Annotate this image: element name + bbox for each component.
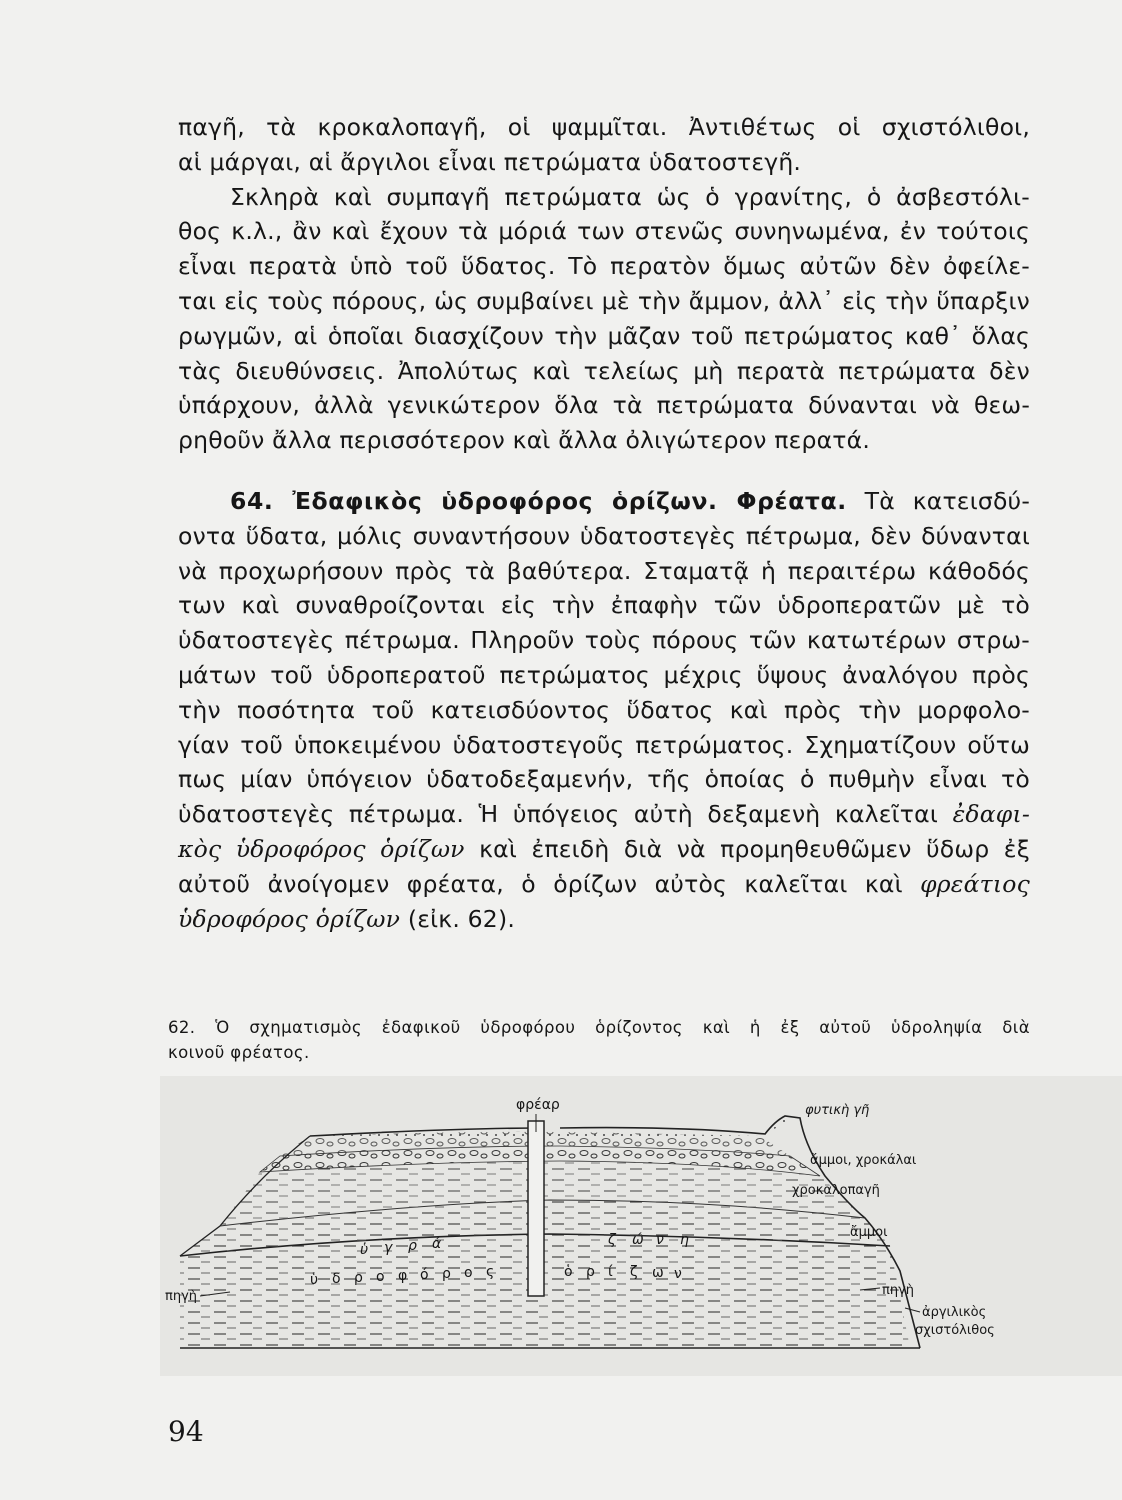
horizon-letter: ὁ	[564, 1264, 573, 1280]
text-fragment: καὶ ἐπειδὴ διὰ νὰ προμηθευθῶμεν ὕδωρ ἐξ	[479, 834, 1031, 863]
wet-zone-letter: ά	[432, 1236, 442, 1252]
text-line: πως μίαν ὑπόγειον ὑδατοδεξαμενήν, τῆς ὁποίας ὁ πυθμὴν εἶναι τὸ	[178, 765, 1030, 794]
section-first-line	[178, 484, 1030, 519]
caption-line: 62. Ὁ σχηματισμὸς ἐδαφικοῦ ὑδροφόρου ὁρίζοντος καὶ ἡ ἐξ αὐτοῦ ὑδροληψία διὰ	[168, 1018, 1030, 1037]
horizon-letter: ρ	[354, 1270, 363, 1286]
text-line	[178, 832, 1030, 867]
horizon-letter: ο	[376, 1269, 385, 1285]
text-fragment: ὑδατοστεγὲς πέτρωμα. Ἡ ὑπόγειος αὐτὴ δεξαμενὴ καλεῖται	[178, 800, 939, 829]
clay-layer	[180, 1234, 910, 1348]
horizon-letter: ω	[652, 1265, 664, 1281]
text-line: οντα ὕδατα, μόλις συναντήσουν ὑδατοστεγὲς πέτρωμα, δὲν δύνανται	[178, 521, 1030, 550]
horizon-letter: ό	[420, 1267, 429, 1283]
label-soil: φυτικὴ γῆ	[805, 1103, 870, 1118]
horizon-letter: ς	[486, 1264, 495, 1280]
text-fragment: (εἰκ. 62).	[407, 904, 515, 933]
horizon-letter: ρ	[586, 1264, 595, 1280]
text-fragment: Τὰ κατεισδύ-	[864, 486, 1030, 515]
text-line: εἶναι περατὰ ὑπὸ τοῦ ὕδατος. Τὸ περατὸν ὅμως αὐτῶν δὲν ὀφείλε-	[178, 252, 1030, 281]
horizon-letter: ζ	[630, 1264, 638, 1280]
wet-zone-letter: η	[680, 1232, 689, 1248]
horizon-letter: ρ	[442, 1266, 451, 1282]
text-line: παγῆ, τὰ κροκαλοπαγῆ, οἱ ψαμμῖται. Ἀντιθέτως οἱ σχιστόλιθοι,	[178, 113, 1030, 141]
label-well: φρέαρ	[516, 1097, 560, 1113]
text-line: των καὶ συναθροίζονται εἰς τὴν ἐπαφὴν τῶν ὑδροπερατῶν μὲ τὸ	[178, 591, 1030, 620]
italic-term: ὑδροφόρος ὁρίζων	[178, 904, 401, 933]
text-line: ρωγμῶν, αἱ ὁποῖαι διασχίζουν τὴν μᾶζαν τοῦ πετρώματος καθ᾽ ὅλας	[178, 321, 1030, 350]
text-line: τὴν ποσότητα τοῦ κατεισδύοντος ὕδατος καὶ πρὸς τὴν μορφολο-	[178, 695, 1030, 724]
text-line: Σκληρὰ καὶ συμπαγῆ πετρώματα ὡς ὁ γρανίτης, ὁ ἀσβεστόλι-	[230, 182, 1030, 211]
horizon-letter: δ	[332, 1271, 341, 1287]
horizon-letter: ὑ	[310, 1272, 319, 1288]
wet-zone-letter: ώ	[632, 1232, 644, 1248]
text-line: ὑδατοστεγὲς πέτρωμα. Πληροῦν τοὺς πόρους τῶν κατωτέρων στρω-	[178, 626, 1030, 655]
wet-zone-letter: ν	[656, 1232, 664, 1248]
label-spring-left: πηγὴ	[165, 1289, 197, 1304]
figure-caption	[168, 1015, 1030, 1065]
label-clay-schist-1: ἀργιλικὸς	[922, 1305, 987, 1320]
text-line: ρηθοῦν ἄλλα περισσότερον καὶ ἄλλα ὀλιγώτερον περατά.	[178, 426, 871, 455]
well-shaft	[528, 1121, 544, 1296]
label-sands: ἄμμοι	[850, 1225, 888, 1240]
italic-term: ἐδαφι-	[952, 800, 1031, 829]
horizon-letter: φ	[398, 1268, 408, 1284]
wet-zone-letter: ὑ	[360, 1242, 369, 1258]
wet-zone-letter: ρ	[408, 1238, 417, 1254]
text-line: ὑπάρχουν, ἀλλὰ γενικώτερον ὅλα τὰ πετρώματα δύνανται νὰ θεω-	[178, 391, 1030, 420]
page-number: 94	[168, 1415, 204, 1448]
text-line: τὰς διευθύνσεις. Ἀπολύτως καὶ τελείως μὴ περατὰ πετρώματα δὲν	[178, 356, 1030, 385]
label-clay-schist-2: σχιστόλιθος	[915, 1323, 995, 1338]
label-conglomerate: χροκαλοπαγῆ	[792, 1183, 880, 1198]
italic-term: φρεάτιος	[920, 869, 1030, 898]
italic-term: κὸς ὑδροφόρος ὁρίζων	[178, 834, 465, 863]
text-line: θος κ.λ., ἂν καὶ ἔχουν τὰ μόριά των στενῶς συνηνωμένα, ἐν τούτοις	[178, 217, 1030, 246]
horizon-letter: ί	[608, 1264, 613, 1280]
text-line	[178, 867, 1030, 902]
section-heading: 64. Ἐδαφικὸς ὑδροφόρος ὁρίζων. Φρέατα.	[230, 486, 847, 515]
label-sands-pebbles: ἄμμοι, χροκάλαι	[810, 1153, 917, 1168]
text-line: ται εἰς τοὺς πόρους, ὡς συμβαίνει μὲ τὴν ἄμμον, ἀλλ᾽ εἰς τὴν ὕπαρξιν	[178, 286, 1030, 315]
text-line: αἱ μάργαι, αἱ ἄργιλοι εἶναι πετρώματα ὑδατοστεγῆ.	[178, 147, 802, 176]
wet-zone-letter: γ	[384, 1240, 393, 1256]
body-text	[178, 110, 1030, 936]
text-line: νὰ προχωρήσουν πρὸς τὰ βαθύτερα. Σταματᾷ ἡ περαιτέρω κάθοδός	[178, 556, 1030, 585]
wet-zone-letter: ζ	[608, 1232, 616, 1248]
aquifer-figure	[160, 1076, 1060, 1376]
text-line: γίαν τοῦ ὑποκειμένου ὑδατοστεγοῦς πετρώματος. Σχηματίζουν οὕτω	[178, 730, 1030, 759]
text-line: μάτων τοῦ ὑδροπερατοῦ πετρώματος μέχρις ὕψους ἀναλόγου πρὸς	[178, 660, 1030, 689]
label-spring-right: πηγὴ	[882, 1283, 914, 1298]
text-line	[178, 797, 1030, 832]
horizon-letter: ν	[674, 1266, 682, 1282]
text-fragment: αὐτοῦ ἀνοίγομεν φρέατα, ὁ ὁρίζων αὐτὸς καλεῖται καὶ	[178, 869, 903, 898]
caption-line: κοινοῦ φρέατος.	[168, 1043, 310, 1062]
text-line	[178, 902, 1030, 937]
horizon-letter: ο	[464, 1265, 473, 1281]
